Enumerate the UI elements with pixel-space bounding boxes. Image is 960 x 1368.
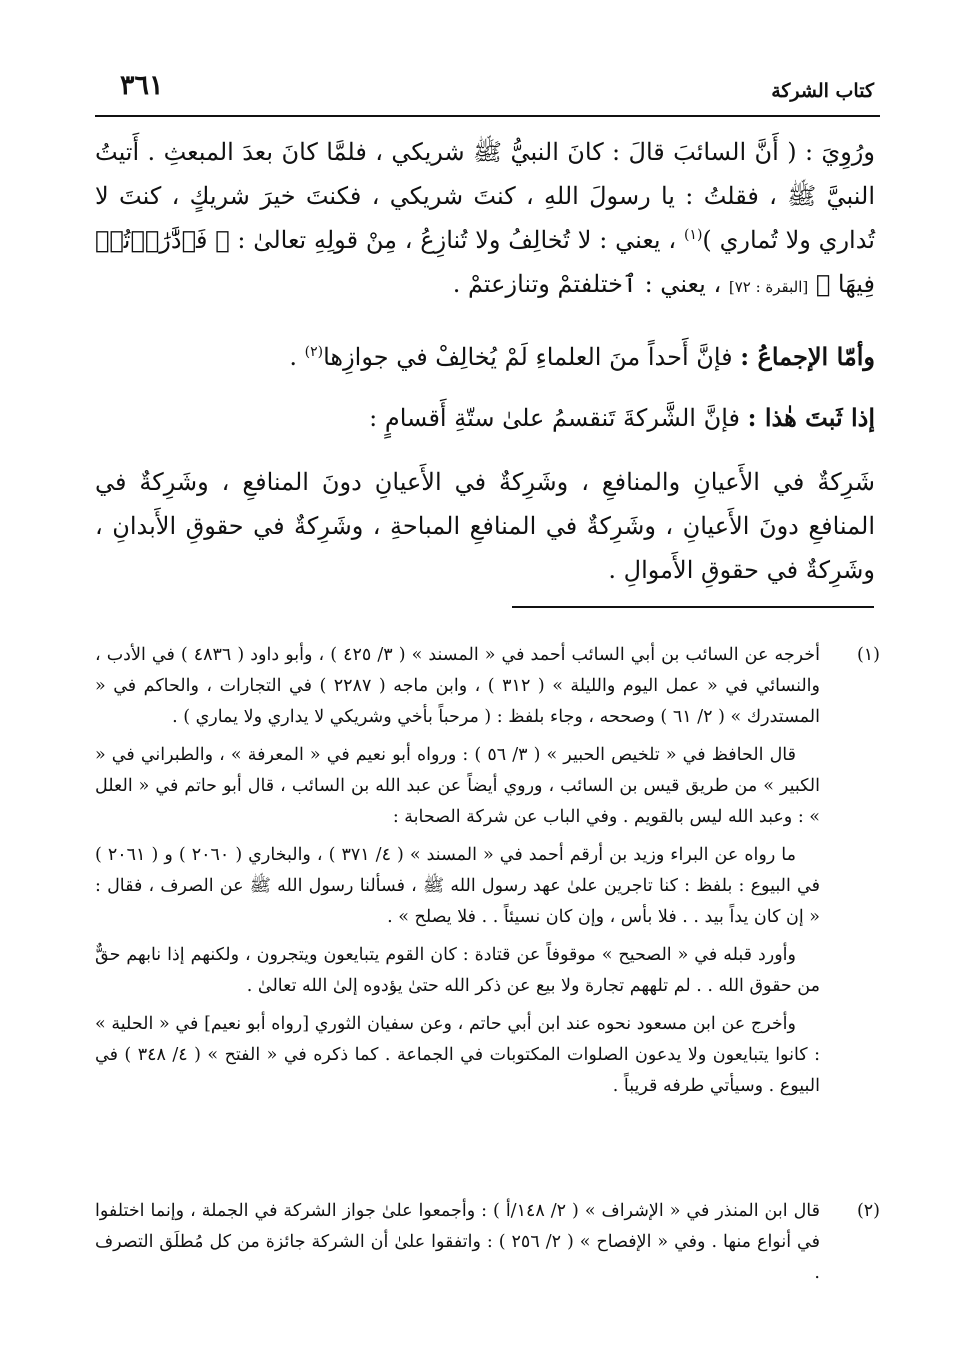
footnote-marker-1[interactable]: (١)	[683, 227, 703, 243]
footnote-2-paragraph: قال ابن المنذر في « الإشراف » ( ٢/ ١٤٨/أ ) : وأجمعوا علىٰ جواز الشركة في الجملة ، وإنما اختلفوا في أنواع منها . وفي « الإفصاح » ( ٢/ ٢٥٦ ) : واتفقوا علىٰ أن الشركة جائزة من كل مُطلَق التصرف .	[95, 1201, 820, 1283]
footnote-1-number: (١)	[856, 645, 880, 665]
page-number: ٣٦١	[120, 70, 164, 101]
running-header-title: كتاب الشركة	[771, 80, 874, 102]
narration-text-cont: ، يعني : لا تُخالِفُ ولا تُنازِعُ ، مِنْ قولِهِ تعالىٰ : ﴿ فَٱدَّٰرَٰءۡتُمۡ فِيهَا ﴾	[95, 226, 875, 298]
footnote-separator	[512, 606, 874, 608]
consensus-end: .	[289, 343, 305, 371]
main-paragraph-types	[95, 460, 875, 592]
main-paragraph-consensus	[95, 335, 875, 379]
footnote-1-paragraph: قال الحافظ في « تلخيص الحبير » ( ٣/ ٥٦ ) : ورواه أبو نعيم في « المعرفة » ، والطبراني في « الكبير » من طريق قيس بن السائب ، وروي أيضاً عن عبد الله بن السائب ، قال أبو حاتم في « العلل » : وعبد الله ليس بالقويم . وفي الباب عن شركة الصحابة :	[95, 745, 820, 827]
division-text: فإنَّ الشَّركةَ تَنقسمُ علىٰ ستّةِ أَقسامٍ :	[369, 404, 748, 432]
consensus-text: فإنَّ أَحداً منَ العلماءِ لَمْ يُخالِفْ في جوازِها	[323, 343, 741, 371]
narration-text-end: ، يعني : ٱختلفتمْ وتنازعتمْ .	[452, 270, 729, 298]
footnote-1	[95, 640, 880, 1109]
main-paragraph-narration	[95, 130, 875, 309]
quran-reference: [البقرة : ٧٢]	[728, 278, 809, 296]
footnote-marker-2[interactable]: (٢)	[304, 344, 324, 360]
footnote-2-number: (٢)	[856, 1201, 880, 1221]
header-rule	[95, 115, 880, 117]
footnote-1-paragraph: ما رواه عن البراء وزيد بن أرقم أحمد في « المسند » ( ٤/ ٣٧١ ) ، والبخاري ( ٢٠٦٠ ) و ( ٢٠٦١ ) في البيوع : بلفظ : كنا تاجرين علىٰ عهد رسول الله ﷺ ، فسألنا رسول الله ﷺ عن الصرف ، فقال : « إن كان يداً بيد . . فلا بأس ، وإن كان نسيئاً . . فلا يصلح » .	[95, 845, 820, 927]
footnote-2	[95, 1196, 880, 1296]
division-label: إذا ثَبتَ هٰذا :	[747, 403, 875, 432]
footnote-1-paragraph: أخرجه عن السائب بن أبي السائب أحمد في « المسند » ( ٣/ ٤٢٥ ) ، وأبو داود ( ٤٨٣٦ ) في الأدب ، والنسائي في « عمل اليوم والليلة » ( ٣١٢ ) ، وابن ماجه ( ٢٢٨٧ ) في التجارات ، والحاكم في « المستدرك » ( ٢/ ٦١ ) وصححه ، وجاء بلفظ : ( مرحباً بأخي وشريكي لا يداري ولا يماري ) .	[95, 645, 820, 727]
footnote-1-paragraph: وأخرج عن ابن مسعود نحوه عند ابن أبي حاتم ، وعن سفيان الثوري [رواه أبو نعيم] في « الحلية » : كانوا يتبايعون ولا يدعون الصلوات المكتوبات في الجماعة . كما ذكره في « الفتح » ( ٤/ ٣٤٨ ) في البيوع . وسيأتي طرفه قريباً .	[95, 1014, 820, 1096]
partnership-types-text: شَرِكةٌ في الأَعيانِ والمنافعِ ، وشَرِكةٌ في الأَعيانِ دونَ المنافعِ ، وشَرِكةٌ في المنافعِ دونَ الأَعيانِ ، وشَرِكةٌ في المنافعِ المباحةِ ، وشَرِكةٌ في حقوقِ الأَبدانِ ، وشَرِكةٌ في حقوقِ الأَموالِ .	[95, 468, 875, 584]
consensus-label: وأمّا الإجماعُ :	[740, 342, 875, 371]
main-paragraph-division	[95, 396, 875, 440]
footnote-1-paragraph: وأورد قبله في « الصحيح » موقوفاً عن قتادة : كان القوم يتبايعون ويتجرون ، ولكنهم إذا نابهم حقٌّ من حقوق الله . . لم تلههم تجارة ولا بيع عن ذكر الله حتىٰ يؤدوه إلىٰ الله تعالىٰ .	[95, 945, 820, 996]
narration-text: ورُوِيَ : ( أَنَّ السائبَ قالَ : كانَ النبيُّ ﷺ شريكي ، فلمَّا كانَ بعدَ المبعثِ . أَتيتُ النبيَّ ﷺ ، فقلتُ : يا رسولَ اللهِ ، كنتَ شريكي ، فكنتَ خيرَ شريكٍ ، كنتَ لا تُداري ولا تُماري )	[95, 138, 875, 254]
